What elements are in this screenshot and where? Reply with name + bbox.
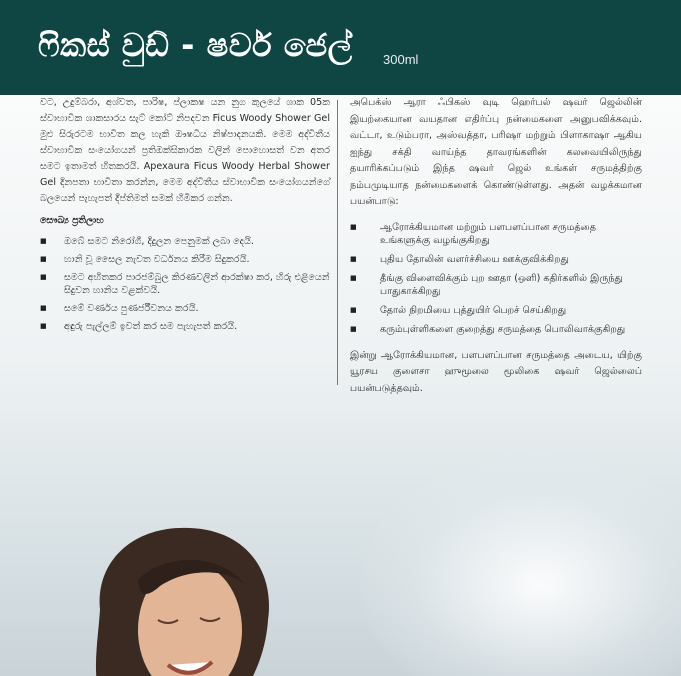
list-item: ■ අඳුරු පැල්ලම් ඉවත් කර සම පැහැපත් කරයි. <box>40 320 330 333</box>
list-item: ■ සමට අහිතකර පාරජම්බුල කිරණවලින් ආරක්ෂා කර, හිරු එළියෙන් සිදුවන හානිය වළක්වයි. <box>40 271 330 297</box>
list-item: ■ தீங்கு விளைவிக்கும் புற ஊதா (ஒளி) கதிர்களில் இருந்து பாதுகாக்கிறது <box>350 272 642 298</box>
tamil-benefits-list <box>350 221 642 336</box>
header-banner <box>0 0 681 95</box>
sinhala-benefits-heading: සෞඛ්‍ය ප්‍රතිලාභ <box>40 215 104 226</box>
woman-showering-image <box>40 500 370 676</box>
list-item: ■ புதிய தோலின் வளர்ச்சியை ஊக்குவிக்கிறது <box>350 253 642 266</box>
product-title: ෆිකස් වුඩ් - ෂවර් ජෙල් <box>38 26 353 64</box>
tamil-closing: இன்று ஆரோக்கியமான, பளபளப்பான சருமத்தை அடைய, யிற்கு யூரசய குளைசா ஹுமூலை மூலிகை ஷவர் ஜெல்லைப் பயன்படுத்தவும். <box>350 349 642 394</box>
list-item: ■ සමේ වර්ණය පුණර්ජීවනය කරයි. <box>40 302 330 315</box>
tamil-intro: அபெக்ஸ் ஆரா ஃபிகஸ் வுடி ஹெர்பல் ஷவர் ஜெல்லின் இயற்கையான வயதான எதிர்ப்பு நன்மைகளை அனுபவிக்கவும். வட்டா, உடும்பரா, அஸ்வத்தா, பரிஷா மற்றும் பிளாகாஷா ஆகிய ஐந்து சக்தி வாய்ந்த தாவரங்களின் கலவையிலிருந்து தயாரிக்கப்படும் இந்த ஷவர் ஜெல் உங்கள் சருமத்திற்கு நம்பமுடியாத நன்மைகளைக் கொண்டுள்ளது. அதன் வழக்கமான பயன்பாடு: <box>350 97 642 207</box>
product-volume: 300ml <box>383 52 419 67</box>
list-item: ■ ඔබේ සමට නිරෝගී, දිදුලන පෙනුමක් ලබා දෙයි. <box>40 235 330 248</box>
list-item: ■ හානි වූ සෛල නැවත වර්ධනය කිරීම සිදුකරයි. <box>40 253 330 266</box>
tamil-column <box>350 95 642 397</box>
water-spray <box>360 455 681 676</box>
list-item: ■ கரும்புள்ளிகளை குறைத்து சருமத்தை பொலிவாக்குகிறது <box>350 323 642 336</box>
column-divider <box>337 100 338 385</box>
list-item: ■ தோல் நிறமியை புத்துயிர் பெறச் செய்கிறது <box>350 304 642 317</box>
sinhala-intro: වට, උදුම්බරා, අශ්වත, පාරිෂ, ප්ලාකෂ යන නුග කුලයේ ශාක 05ක ස්වාභාවික ශාකසාරය සැට් කෝට් නිපදවන Ficus Woody Shower Gel මුළු සිරුරටම භාවිත කල හැකි ඖෂධීය නිෂ්පාදනයකි. මෙම අද්විතීය ස්වාභාවික සංයෝගයන් ප්‍රතිඔක්සිකාරක වලින් පොහොසත් වන අතර සමට ඉතාමත් හිතකරයි. Apexaura Ficus Woody Herbal Shower Gel දිනපතා භාවිතා කරන්න, මෙම අද්විතීය ස්වාභාවික සංයෝගයන්ගේ බලයෙන් පැහැපත් දීප්තිමත් සමක් හිමිකර ගන්න. <box>40 97 330 204</box>
list-item: ■ ஆரோக்கியமான மற்றும் பளபளப்பான சருமத்தை உங்களுக்கு வழங்குகிறது <box>350 221 642 247</box>
sinhala-column <box>40 95 330 338</box>
sinhala-benefits-list <box>40 235 330 333</box>
